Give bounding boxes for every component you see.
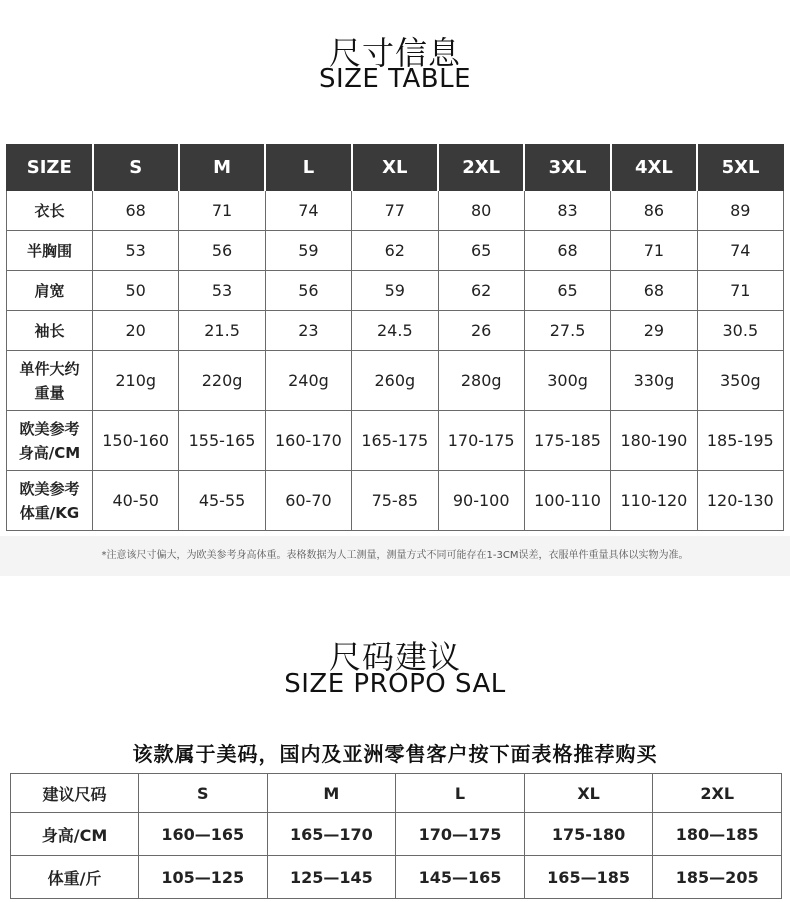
table-cell: 29	[611, 311, 697, 351]
table-cell: 59	[265, 231, 351, 271]
header-cell: S	[139, 774, 268, 813]
table-cell: 210g	[93, 351, 179, 411]
table-cell: 53	[93, 231, 179, 271]
proposal-header	[11, 774, 782, 813]
table-cell: 77	[352, 191, 438, 231]
table-row	[11, 813, 782, 856]
size-proposal-description: 该款属于美码，国内及亚洲零售客户按下面表格推荐购买	[132, 742, 658, 766]
table-cell: 71	[697, 271, 783, 311]
header-cell: XL	[524, 774, 653, 813]
table-cell: 74	[265, 191, 351, 231]
row-label-line: 欧美参考	[19, 419, 80, 438]
table-row	[7, 351, 784, 411]
header-cell: L	[265, 145, 351, 191]
table-cell: 145—165	[396, 856, 525, 899]
table-row	[7, 191, 784, 231]
row-label: 衣长	[7, 191, 93, 231]
table-cell: 26	[438, 311, 524, 351]
table-cell: 165-175	[352, 411, 438, 471]
table-row	[7, 231, 784, 271]
table-cell: 65	[438, 231, 524, 271]
row-label: 身高/CM	[11, 813, 139, 856]
table-cell: 125—145	[267, 856, 396, 899]
size-table-subtitle: SIZE TABLE	[318, 64, 472, 94]
table-cell: 280g	[438, 351, 524, 411]
row-label: 肩宽	[7, 271, 93, 311]
table-cell: 83	[524, 191, 610, 231]
table-cell: 89	[697, 191, 783, 231]
table-cell: 21.5	[179, 311, 265, 351]
table-cell: 86	[611, 191, 697, 231]
table-cell: 110-120	[611, 471, 697, 531]
table-cell: 170—175	[396, 813, 525, 856]
table-cell: 80	[438, 191, 524, 231]
table-cell: 24.5	[352, 311, 438, 351]
table-row	[7, 271, 784, 311]
table-cell: 40-50	[93, 471, 179, 531]
header-cell: L	[396, 774, 525, 813]
header-cell: 5XL	[697, 145, 783, 191]
table-cell: 300g	[524, 351, 610, 411]
table-cell: 56	[265, 271, 351, 311]
header-cell: 2XL	[653, 774, 782, 813]
table-cell: 50	[93, 271, 179, 311]
table-cell: 60-70	[265, 471, 351, 531]
row-label	[7, 411, 93, 471]
row-label-line: 体重/KG	[19, 503, 80, 522]
header-cell: 建议尺码	[11, 774, 139, 813]
table-cell: 240g	[265, 351, 351, 411]
size-proposal-subtitle: SIZE PROPO SAL	[284, 669, 506, 699]
table-cell: 165—185	[524, 856, 653, 899]
table-cell: 71	[179, 191, 265, 231]
row-label-line: 身高/CM	[18, 443, 81, 462]
header-cell: 3XL	[524, 145, 610, 191]
table-cell: 165—170	[267, 813, 396, 856]
row-label	[7, 471, 93, 531]
row-label-line: 单件大约	[19, 359, 80, 378]
table-cell: 62	[352, 231, 438, 271]
size-proposal-title: 尺码建议	[328, 638, 461, 676]
header-cell: M	[267, 774, 396, 813]
table-cell: 260g	[352, 351, 438, 411]
header-cell: M	[179, 145, 265, 191]
table-cell: 45-55	[179, 471, 265, 531]
table-cell: 23	[265, 311, 351, 351]
header-cell: XL	[352, 145, 438, 191]
table-row	[11, 856, 782, 899]
header-cell: 4XL	[611, 145, 697, 191]
table-cell: 220g	[179, 351, 265, 411]
size-proposal-table	[10, 773, 782, 899]
table-cell: 90-100	[438, 471, 524, 531]
size-table	[6, 144, 784, 531]
table-cell: 350g	[697, 351, 783, 411]
table-row	[7, 471, 784, 531]
row-label-line: 重量	[34, 383, 65, 402]
table-cell: 330g	[611, 351, 697, 411]
table-cell: 53	[179, 271, 265, 311]
table-cell: 59	[352, 271, 438, 311]
table-cell: 75-85	[352, 471, 438, 531]
table-cell: 120-130	[697, 471, 783, 531]
table-cell: 68	[611, 271, 697, 311]
table-cell: 105—125	[139, 856, 268, 899]
table-cell: 68	[93, 191, 179, 231]
table-cell: 170-175	[438, 411, 524, 471]
row-label	[7, 351, 93, 411]
size-table-title: 尺寸信息	[328, 34, 461, 72]
table-cell: 175-180	[524, 813, 653, 856]
table-cell: 56	[179, 231, 265, 271]
size-note: *注意该尺寸偏大，为欧美参考身高体重。表格数据为人工测量，测量方式不同可能存在1-3CM误差，衣服单件重量具体以实物为准。	[0, 536, 790, 576]
size-table-header	[7, 145, 784, 191]
row-label-line: 欧美参考	[19, 479, 80, 498]
table-cell: 20	[93, 311, 179, 351]
table-cell: 160-170	[265, 411, 351, 471]
table-cell: 71	[611, 231, 697, 271]
table-cell: 160—165	[139, 813, 268, 856]
table-cell: 180-190	[611, 411, 697, 471]
table-row	[7, 311, 784, 351]
table-cell: 65	[524, 271, 610, 311]
table-cell: 150-160	[93, 411, 179, 471]
table-cell: 27.5	[524, 311, 610, 351]
table-cell: 185-195	[697, 411, 783, 471]
header-cell: SIZE	[7, 145, 93, 191]
row-label: 体重/斤	[11, 856, 139, 899]
table-cell: 68	[524, 231, 610, 271]
table-cell: 100-110	[524, 471, 610, 531]
header-cell: 2XL	[438, 145, 524, 191]
row-label: 袖长	[7, 311, 93, 351]
table-cell: 62	[438, 271, 524, 311]
table-cell: 175-185	[524, 411, 610, 471]
table-row	[7, 411, 784, 471]
table-cell: 185—205	[653, 856, 782, 899]
header-cell: S	[93, 145, 179, 191]
table-cell: 30.5	[697, 311, 783, 351]
table-cell: 180—185	[653, 813, 782, 856]
table-cell: 155-165	[179, 411, 265, 471]
row-label: 半胸围	[7, 231, 93, 271]
table-cell: 74	[697, 231, 783, 271]
